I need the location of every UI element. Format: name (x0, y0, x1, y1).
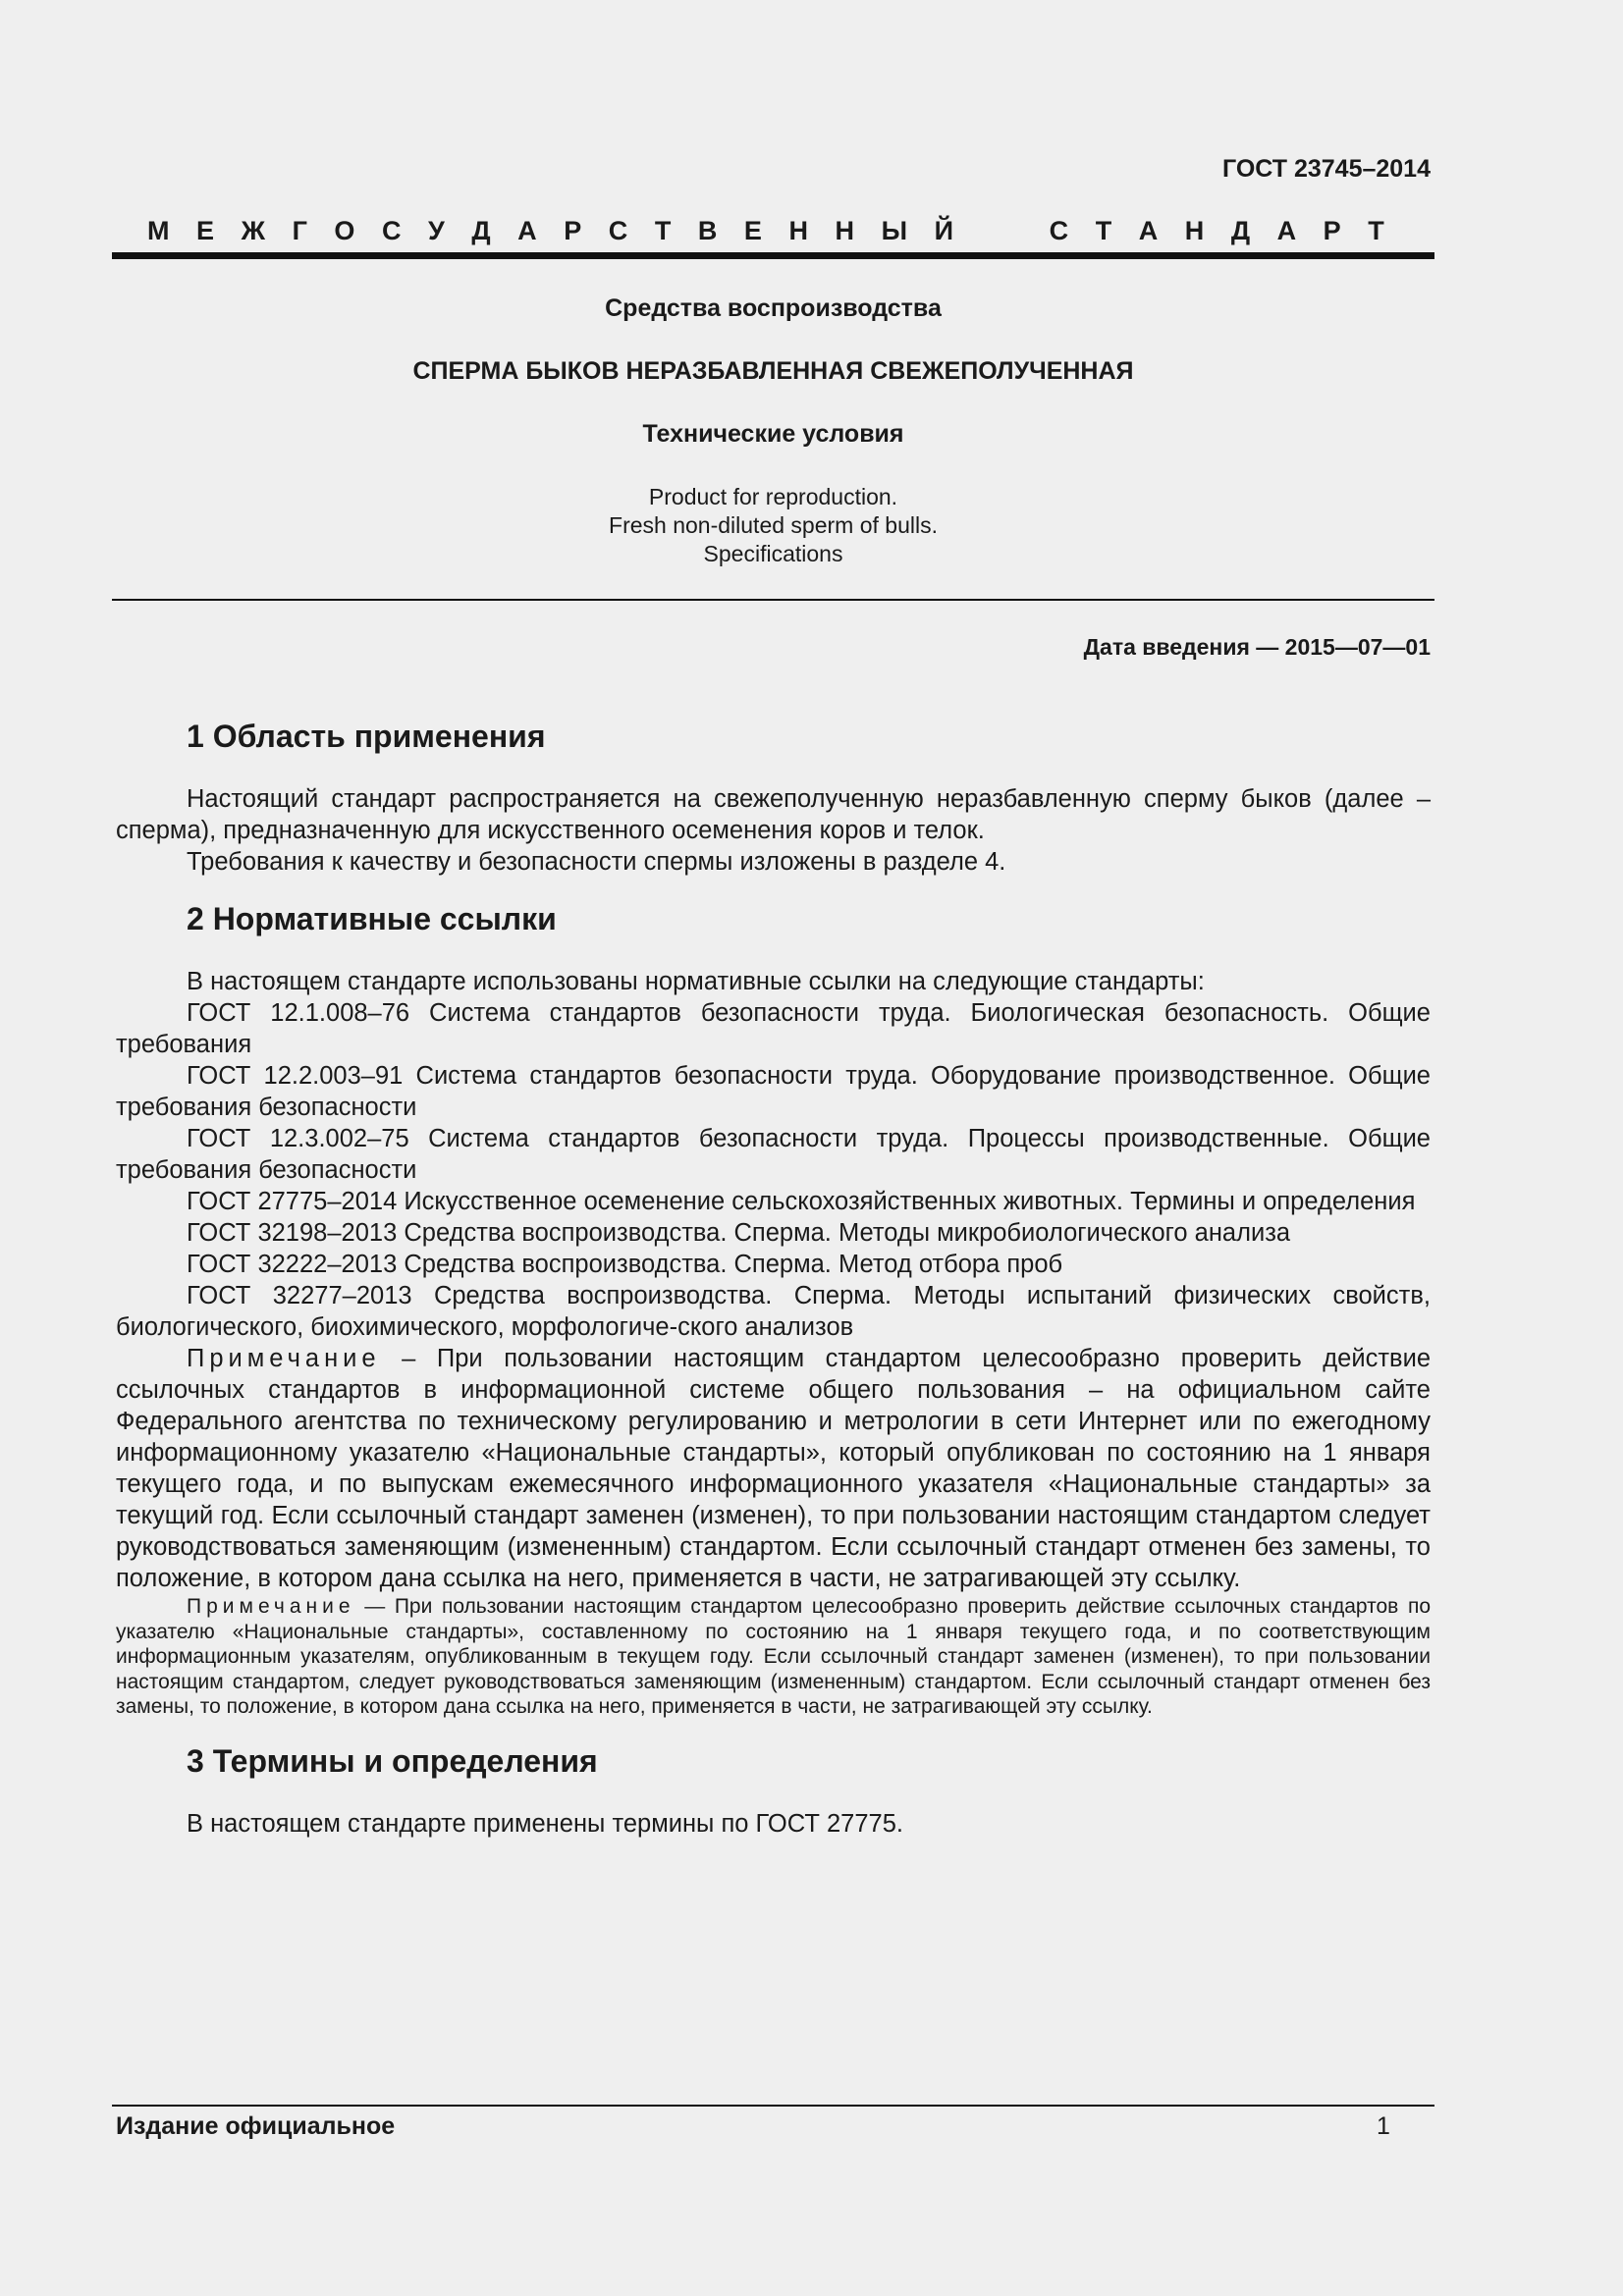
banner-letter: Т (1095, 216, 1112, 245)
note-1-label: Примечание (187, 1345, 381, 1372)
reference-item: ГОСТ 12.1.008–76 Система стандартов безопасности труда. Биологическая безопасность. Общие требования (116, 999, 1431, 1058)
footer-rule (112, 2105, 1434, 2107)
banner-letter: Е (743, 216, 762, 245)
reference-item: ГОСТ 27775–2014 Искусственное осеменение сельскохозяйственных животных. Термины и определения (187, 1188, 1416, 1215)
header-thick-rule (112, 252, 1434, 259)
banner-letter: В (697, 216, 718, 245)
note-2-text: — При пользовании настоящим стандартом целесообразно проверить действие ссылочных стандартов по указателю «Национальные стандарты», составленному по состоянию на 1 января текущего года, и по соответствующим информационным указателям, опубликованным в текущем году. Если ссылочный стандарт заменен (изменен), то при пользовании настоящим стандартом, следует руководствоваться заменяющим (измененным) стандартом. Если ссылочный стандарт отменен без замены, то положение, в котором дана ссылка на него, применяется в части, не затрагивающей эту ссылку. (116, 1595, 1431, 1718)
title-subtitle: Средства воспроизводства (605, 294, 942, 322)
banner-letter: О (334, 216, 355, 245)
banner-letter: Р (1323, 216, 1341, 245)
standard-banner (147, 216, 1384, 246)
banner-letter: Н (788, 216, 808, 245)
banner-letter: Ж (241, 216, 266, 245)
document-body (116, 717, 1431, 1840)
banner-letter: А (517, 216, 537, 245)
reference-item: ГОСТ 12.2.003–91 Система стандартов безопасности труда. Оборудование производственное. Общие требования безопасности (116, 1062, 1431, 1121)
banner-letter: Е (196, 216, 215, 245)
note-2-label: Примечание (187, 1595, 355, 1618)
banner-letter: У (428, 216, 445, 245)
banner-letter: С (1049, 216, 1069, 245)
english-title (112, 483, 1434, 568)
reference-item: ГОСТ 32198–2013 Средства воспроизводства. Сперма. Методы микробиологического анализа (187, 1219, 1291, 1247)
banner-letter: Т (1368, 216, 1384, 245)
title-specifications: Технические условия (642, 420, 904, 448)
banner-letter: А (1276, 216, 1297, 245)
section-2-heading: 2 Нормативные ссылки (187, 901, 557, 936)
english-title-line-3: Specifications (703, 541, 843, 566)
english-title-line-2: Fresh non-diluted sperm of bulls. (609, 512, 938, 538)
document-number: ГОСТ 23745–2014 (1222, 155, 1431, 183)
section-3-heading: 3 Термины и определения (187, 1742, 598, 1779)
banner-letter: А (1138, 216, 1159, 245)
banner-letter: Н (835, 216, 855, 245)
banner-letter: С (608, 216, 628, 245)
introduction-date: Дата введения — 2015—07—01 (1083, 634, 1431, 660)
banner-letter: Г (292, 216, 307, 245)
banner-letter: Т (654, 216, 672, 245)
reference-item: ГОСТ 32222–2013 Средства воспроизводства. Сперма. Метод отбора проб (187, 1251, 1063, 1278)
note-1-text: – При пользовании настоящим стандартом целесообразно проверить действие ссылочных стандартов в информационной системе общего пользования – на официальном сайте Федерального агентства по техническому регулированию и метрологии в сети Интернет или по ежегодному информационному указателю «Национальные стандарты», который опубликован по состоянию на 1 января текущего года, и по выпускам ежемесячного информационного указателя «Национальные стандарты» за текущий год. Если ссылочный стандарт заменен (изменен), то при пользовании настоящим стандартом следует руководствоваться заменяющим (измененным) стандартом. Если ссылочный стандарт отменен без замены, то положение, в котором дана ссылка на него, применяется в части, не затрагивающей эту ссылку. (116, 1345, 1431, 1592)
document-title: СПЕРМА БЫКОВ НЕРАЗБАВЛЕННАЯ СВЕЖЕПОЛУЧЕННАЯ (412, 357, 1134, 385)
footer-edition-label: Издание официальное (116, 2112, 396, 2140)
section-1-paragraph-1: Настоящий стандарт распространяется на свежеполученную неразбавленную сперму быков (далее – сперма), предназначенную для искусственного осеменения коров и телок. (116, 785, 1431, 844)
banner-letter: М (147, 216, 170, 245)
banner-letter: Й (934, 216, 953, 245)
banner-letter (981, 216, 989, 246)
title-divider (112, 599, 1434, 601)
banner-letter: Р (564, 216, 582, 245)
section-3-paragraph-1: В настоящем стандарте применены термины по ГОСТ 27775. (187, 1809, 903, 1838)
reference-item: ГОСТ 12.3.002–75 Система стандартов безопасности труда. Процессы производственные. Общие требования безопасности (116, 1125, 1431, 1184)
page-number: 1 (1377, 2112, 1390, 2140)
banner-letter: С (381, 216, 402, 245)
note-2 (116, 1594, 1431, 1720)
section-1-heading: 1 Область применения (187, 719, 546, 754)
banner-letter: Д (471, 216, 491, 245)
reference-item: ГОСТ 32277–2013 Средства воспроизводства. Сперма. Методы испытаний физических свойств, биологического, биохимического, морфологиче-ского анализов (116, 1282, 1431, 1341)
english-title-line-1: Product for reproduction. (648, 484, 898, 509)
banner-letter: Д (1230, 216, 1251, 245)
section-2-intro: В настоящем стандарте использованы нормативные ссылки на следующие стандарты: (187, 968, 1205, 995)
banner-letter (1015, 216, 1023, 246)
banner-letter: Ы (881, 216, 908, 245)
note-1 (116, 1343, 1431, 1594)
banner-letter: Н (1184, 216, 1205, 245)
section-1-paragraph-2: Требования к качеству и безопасности спермы изложены в разделе 4. (187, 848, 1006, 876)
